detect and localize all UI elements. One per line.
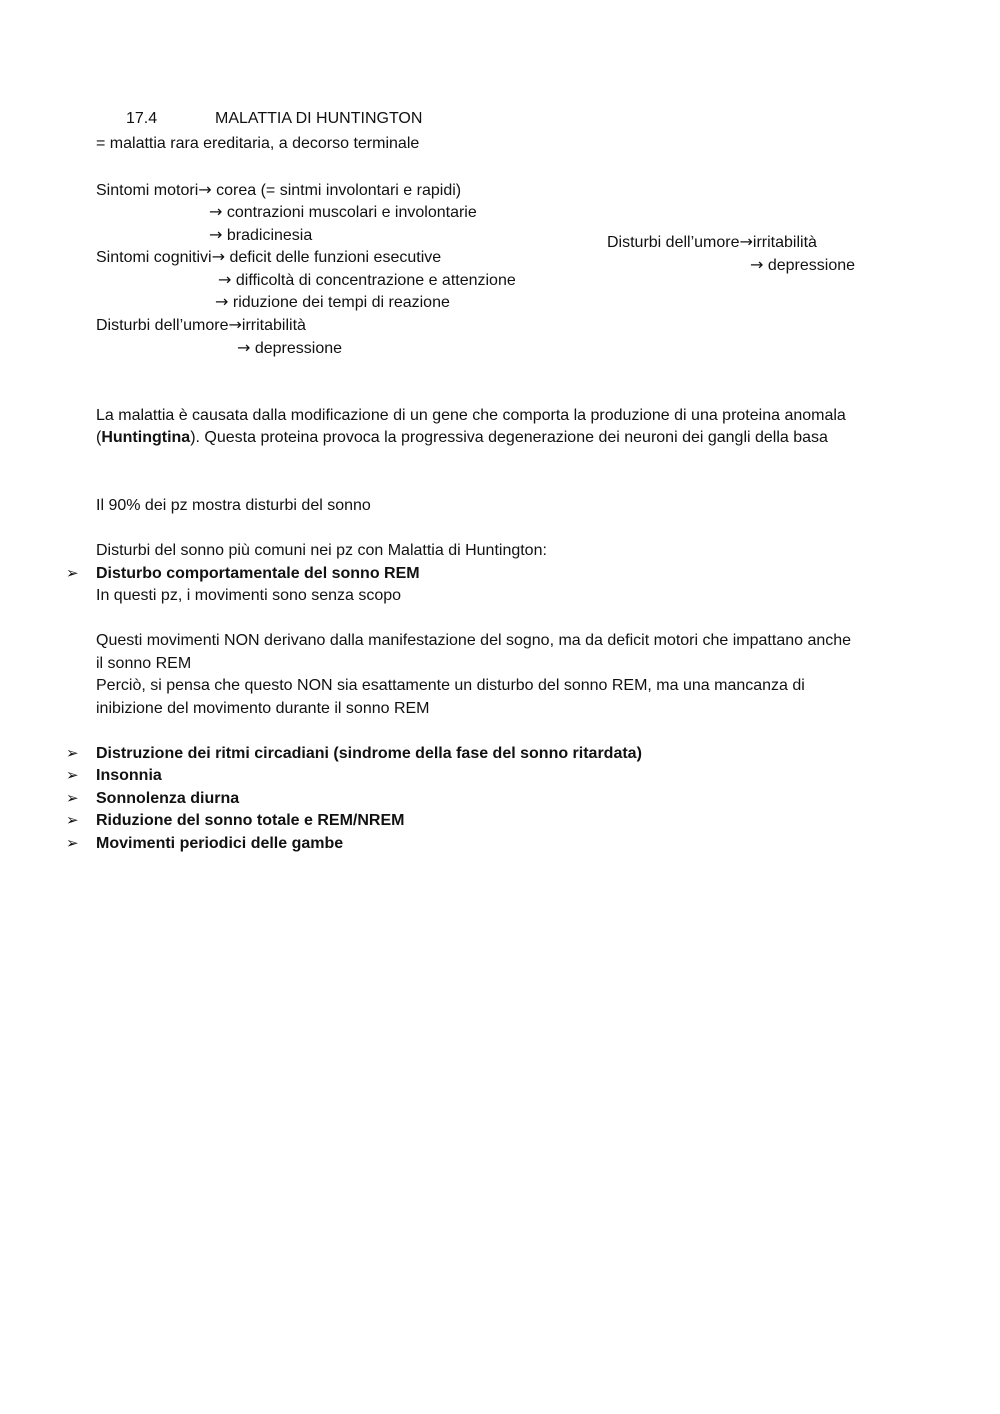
side-note-item: depressione	[767, 257, 856, 274]
section-number: 17.4	[126, 110, 158, 127]
cause-line-2	[96, 427, 828, 449]
arrow-icon: →	[209, 202, 223, 221]
symptom-row	[237, 337, 342, 360]
arrow-icon: →	[209, 225, 223, 244]
rem-disorder-title: Disturbo comportamentale del sonno REM	[96, 565, 420, 582]
cognitive-symptom: difficoltà di concentrazione e attenzione	[235, 272, 516, 289]
cause-line-1: La malattia è causata dalla modificazione di un gene che comporta la produzione di una proteina anomala	[96, 407, 846, 424]
rem-paragraph-2-line-2: inibizione del movimento durante il sonno REM	[96, 700, 430, 717]
bullet-arrow-icon: ➢	[66, 835, 79, 852]
bullet-arrow-icon: ➢	[66, 565, 79, 582]
symptom-row	[96, 179, 461, 202]
disorders-intro: Disturbi del sonno più comuni nei pz con Malattia di Huntington:	[96, 542, 547, 559]
motor-symptom: bradicinesia	[226, 227, 313, 244]
side-note-item: irritabilità	[752, 234, 817, 251]
rem-note: In questi pz, i movimenti sono senza scopo	[96, 587, 402, 604]
bullet-arrow-icon: ➢	[66, 812, 79, 829]
list-item: Movimenti periodici delle gambe	[96, 835, 344, 852]
motor-symptom: contrazioni muscolari e involontarie	[226, 204, 477, 221]
symptom-row	[96, 246, 441, 269]
arrow-icon: →	[215, 292, 229, 311]
bullet-arrow-icon: ➢	[66, 790, 79, 807]
arrow-icon: →	[750, 255, 764, 274]
side-note-row	[750, 254, 855, 277]
list-item: Distruzione dei ritmi circadiani (sindrome della fase del sonno ritardata)	[96, 745, 642, 762]
arrow-icon: →	[228, 315, 242, 334]
definition: = malattia rara ereditaria, a decorso terminale	[96, 135, 420, 152]
symptom-row	[96, 314, 306, 337]
arrow-icon: →	[211, 247, 226, 266]
section-title: MALATTIA DI HUNTINGTON	[215, 110, 423, 127]
list-item: Insonnia	[96, 767, 162, 784]
cognitive-symptom: deficit delle funzioni esecutive	[229, 249, 442, 266]
side-note-row	[607, 231, 817, 254]
cognitive-symptom: riduzione dei tempi di reazione	[232, 294, 450, 311]
arrow-icon: →	[739, 232, 753, 251]
list-item: Riduzione del sonno totale e REM/NREM	[96, 812, 405, 829]
mood-symptom: depressione	[254, 340, 343, 357]
bullet-arrow-icon: ➢	[66, 767, 79, 784]
rem-paragraph-2-line-1: Perciò, si pensa che questo NON sia esattamente un disturbo del sonno REM, ma una mancanza di	[96, 677, 805, 694]
motor-symptoms-label: Sintomi motori	[96, 182, 199, 199]
symptom-row	[209, 224, 312, 247]
arrow-icon: →	[237, 338, 251, 357]
cognitive-symptoms-label: Sintomi cognitivi	[96, 249, 212, 266]
arrow-icon: →	[218, 270, 232, 289]
symptom-row	[218, 269, 516, 292]
list-item: Sonnolenza diurna	[96, 790, 240, 807]
paren: (	[96, 429, 102, 446]
symptom-row	[209, 201, 477, 224]
statistic: Il 90% dei pz mostra disturbi del sonno	[96, 497, 371, 514]
motor-symptom: corea (= sintmi involontari e rapidi)	[216, 182, 462, 199]
mood-symptoms-label: Disturbi dell’umore	[96, 317, 229, 334]
rem-paragraph-1-line-2: il sonno REM	[96, 655, 192, 672]
side-note-label: Disturbi dell’umore	[607, 234, 740, 251]
bullet-arrow-icon: ➢	[66, 745, 79, 762]
cause-line-2-rest: ). Questa proteina provoca la progressiva degenerazione dei neuroni dei gangli della basa	[190, 429, 828, 446]
symptom-row	[215, 291, 450, 314]
mood-symptom: irritabilità	[241, 317, 306, 334]
arrow-icon: →	[198, 180, 212, 199]
rem-paragraph-1-line-1: Questi movimenti NON derivano dalla manifestazione del sogno, ma da deficit motori che impattano anche	[96, 632, 852, 649]
protein-name: Huntingtina	[101, 429, 191, 446]
